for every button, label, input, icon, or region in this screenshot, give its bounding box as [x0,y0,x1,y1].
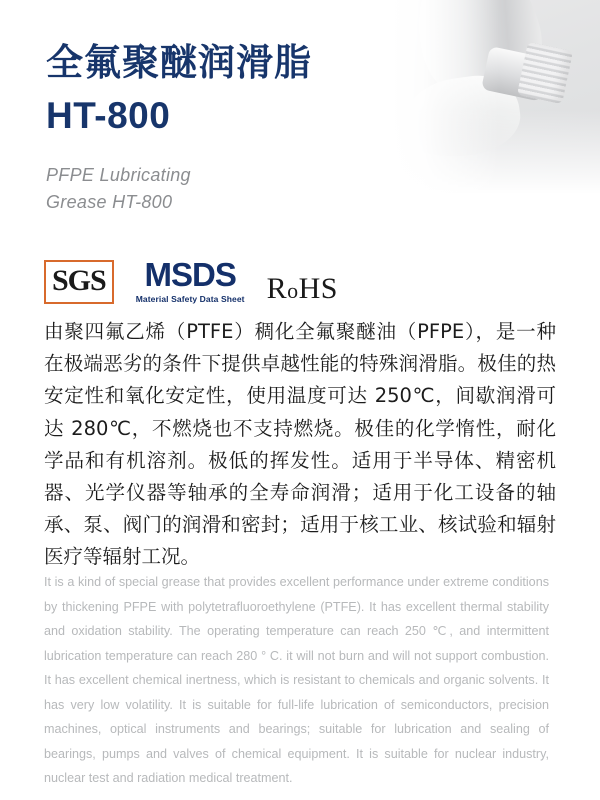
certification-logos [44,258,338,304]
sgs-logo-text: SGS [52,264,106,297]
title-block [46,42,312,215]
product-photo [390,0,600,200]
rohs-logo [267,274,338,304]
subtitle-line-1: PFPE Lubricating [46,165,191,186]
subtitle-line-2: Grease HT-800 [46,191,173,212]
rohs-letters-hs: HS [298,272,338,305]
msds-logo-subtitle: Material Safety Data Sheet [135,294,245,304]
description-english: It is a kind of special grease that provides excellent performance under extreme conditions by thickening PFPE with polytetrafluoroethylene (PTFE). It has excellent thermal stability and oxidation stability. The operating temperature can reach 250 ℃, and intermittent lubrication temperature can reach 280 ° C. it will not burn and will not support combustion. It has excellent chemical inertness, which is resistant to chemicals and organic solvents. It has very low volatility. It is suitable for full-life lubrication of semiconductors, precision machines, optical instruments and bearings; suitable for lubrication and sealing of bearings, pumps and valves of chemical equipment. It is suitable for nuclear industry, nuclear test and radiation medical treatment. [44,575,549,786]
rohs-letter-r: R [266,272,288,305]
photo-fade-overlay [390,0,600,200]
description-chinese: 由聚四氟乙烯（PTFE）稠化全氟聚醚油（PFPE），是一种在极端恶劣的条件下提供卓越性能的特殊润滑脂。极佳的热安定性和氧化安定性，使用温度可达 250℃，间歇润滑可达 280℃，不燃烧也不支持燃烧。极佳的化学惰性，耐化学品和有机溶剂。极低的挥发性。适用于半导体、精密机器、光学仪器等轴承的全寿命润滑；适用于化工设备的轴承、泵、阀门的润滑和密封；适用于核工业、核试验和辐射医疗等辐射工况。 [44,320,556,569]
sgs-logo [44,260,114,304]
rohs-letter-o: o [287,278,299,303]
msds-logo-text: MSDS [144,256,236,293]
product-subtitle-english [46,162,312,214]
product-title-chinese: 全氟聚醚润滑脂 [46,41,312,84]
msds-logo [136,258,245,304]
product-model-number: HT-800 [46,94,171,136]
